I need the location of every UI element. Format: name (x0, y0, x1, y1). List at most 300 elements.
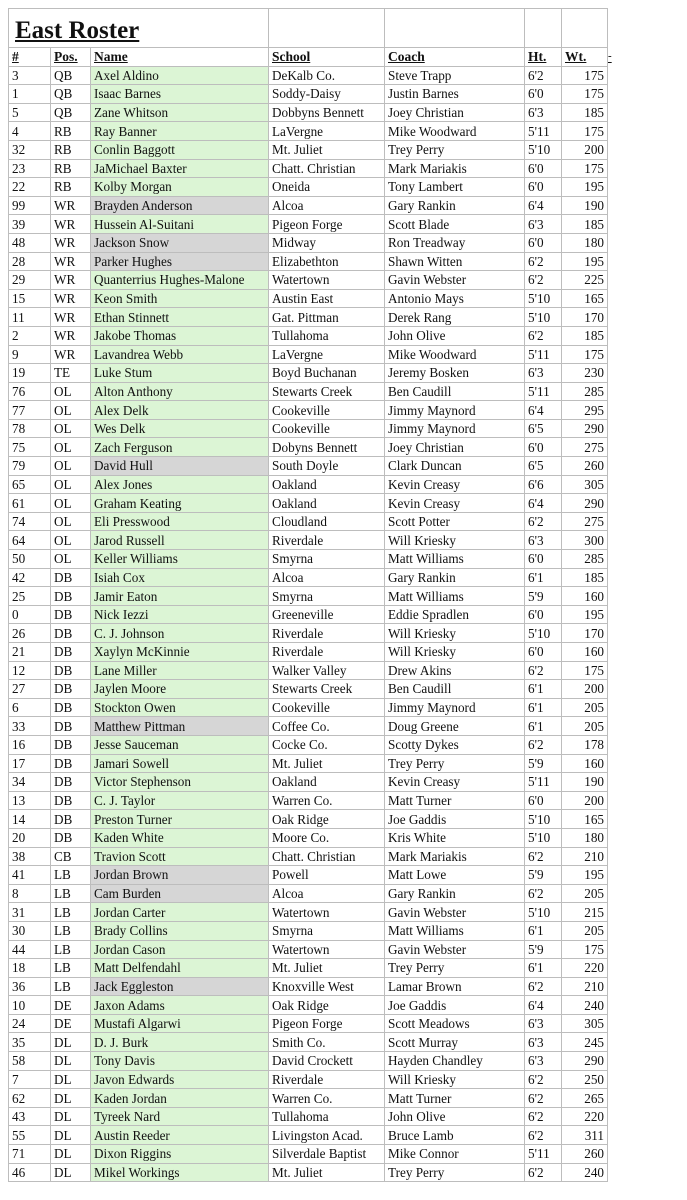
player-weight: 260 (562, 1145, 608, 1164)
player-name: JaMichael Baxter (91, 159, 269, 178)
player-weight: 240 (562, 1163, 608, 1182)
table-row (9, 438, 626, 457)
player-number: 71 (9, 1145, 51, 1164)
player-school: Warren Co. (269, 1089, 385, 1108)
player-name: Matt Delfendahl (91, 959, 269, 978)
player-school: DeKalb Co. (269, 66, 385, 85)
table-row (9, 921, 626, 940)
player-weight: 305 (562, 475, 608, 494)
player-name: Graham Keating (91, 494, 269, 513)
player-coach: Scott Meadows (385, 1014, 525, 1033)
player-coach: Kevin Creasy (385, 773, 525, 792)
player-coach: Eddie Spradlen (385, 605, 525, 624)
player-weight: 290 (562, 1052, 608, 1071)
player-coach: Doug Greene (385, 717, 525, 736)
player-position: OL (51, 382, 91, 401)
player-height: 6'1 (525, 680, 562, 699)
player-school: Smyrna (269, 587, 385, 606)
player-coach: Ben Caudill (385, 680, 525, 699)
player-name: Alton Anthony (91, 382, 269, 401)
table-row (9, 773, 626, 792)
player-number: 76 (9, 382, 51, 401)
player-height: 6'0 (525, 605, 562, 624)
table-row (9, 196, 626, 215)
player-weight: 300 (562, 531, 608, 550)
table-row (9, 550, 626, 569)
player-weight: 180 (562, 233, 608, 252)
player-weight: 230 (562, 364, 608, 383)
player-position: OL (51, 438, 91, 457)
table-row (9, 996, 626, 1015)
player-number: 75 (9, 438, 51, 457)
player-name: Austin Reeder (91, 1126, 269, 1145)
player-name: Victor Stephenson (91, 773, 269, 792)
player-school: Boyd Buchanan (269, 364, 385, 383)
player-position: WR (51, 196, 91, 215)
player-number: 50 (9, 550, 51, 569)
table-row (9, 624, 626, 643)
player-coach: Jimmy Maynord (385, 401, 525, 420)
player-height: 6'2 (525, 326, 562, 345)
player-position: LB (51, 959, 91, 978)
player-name: Jamir Eaton (91, 587, 269, 606)
player-position: DB (51, 754, 91, 773)
player-coach: Joey Christian (385, 103, 525, 122)
player-number: 34 (9, 773, 51, 792)
player-weight: 285 (562, 550, 608, 569)
empty-cell (608, 438, 626, 457)
player-school: LaVergne (269, 122, 385, 141)
player-position: WR (51, 345, 91, 364)
player-coach: Kris White (385, 828, 525, 847)
player-school: Watertown (269, 903, 385, 922)
player-school: Cookeville (269, 698, 385, 717)
player-name: Tyreek Nard (91, 1107, 269, 1126)
player-school: Dobbyns Bennett (269, 103, 385, 122)
player-school: Oak Ridge (269, 810, 385, 829)
empty-cell (608, 475, 626, 494)
player-position: LB (51, 866, 91, 885)
player-position: OL (51, 531, 91, 550)
player-school: Chatt. Christian (269, 847, 385, 866)
player-name: Jaxon Adams (91, 996, 269, 1015)
player-number: 41 (9, 866, 51, 885)
player-number: 20 (9, 828, 51, 847)
empty-cell (608, 345, 626, 364)
player-name: Jordan Carter (91, 903, 269, 922)
player-coach: Scott Potter (385, 512, 525, 531)
player-height: 6'4 (525, 401, 562, 420)
player-school: Powell (269, 866, 385, 885)
table-row (9, 810, 626, 829)
player-weight: 175 (562, 66, 608, 85)
player-coach: Jeremy Bosken (385, 364, 525, 383)
player-school: South Doyle (269, 457, 385, 476)
roster-sheet (8, 8, 626, 1182)
player-coach: Scotty Dykes (385, 735, 525, 754)
player-number: 12 (9, 661, 51, 680)
empty-cell (608, 252, 626, 271)
player-position: DB (51, 680, 91, 699)
player-coach: Gary Rankin (385, 568, 525, 587)
header-name: Name (91, 48, 269, 67)
header-weight: Wt. (562, 48, 608, 67)
player-name: Eli Presswood (91, 512, 269, 531)
player-height: 5'10 (525, 828, 562, 847)
player-name: Keller Williams (91, 550, 269, 569)
player-position: DB (51, 828, 91, 847)
player-name: Jordan Cason (91, 940, 269, 959)
player-name: Jackson Snow (91, 233, 269, 252)
player-height: 6'0 (525, 643, 562, 662)
roster-table (8, 8, 626, 1182)
player-position: RB (51, 178, 91, 197)
player-weight: 210 (562, 847, 608, 866)
player-school: Midway (269, 233, 385, 252)
player-position: WR (51, 308, 91, 327)
player-coach: Scott Blade (385, 215, 525, 234)
player-height: 6'3 (525, 1033, 562, 1052)
player-number: 38 (9, 847, 51, 866)
roster-title: East Roster (15, 17, 140, 44)
player-school: Alcoa (269, 884, 385, 903)
player-school: Warren Co. (269, 791, 385, 810)
player-position: DL (51, 1089, 91, 1108)
player-position: DB (51, 605, 91, 624)
player-weight: 185 (562, 326, 608, 345)
player-school: Watertown (269, 940, 385, 959)
player-height: 6'2 (525, 1107, 562, 1126)
table-row (9, 847, 626, 866)
player-name: Wes Delk (91, 419, 269, 438)
player-coach: Trey Perry (385, 754, 525, 773)
player-school: Oakland (269, 494, 385, 513)
player-name: D. J. Burk (91, 1033, 269, 1052)
player-name: Dixon Riggins (91, 1145, 269, 1164)
player-height: 6'3 (525, 215, 562, 234)
table-row (9, 401, 626, 420)
player-number: 9 (9, 345, 51, 364)
player-number: 27 (9, 680, 51, 699)
player-school: Austin East (269, 289, 385, 308)
player-height: 6'2 (525, 252, 562, 271)
player-position: QB (51, 103, 91, 122)
player-name: Alex Jones (91, 475, 269, 494)
player-name: Luke Stum (91, 364, 269, 383)
table-row (9, 252, 626, 271)
player-position: DL (51, 1145, 91, 1164)
player-name: Tony Davis (91, 1052, 269, 1071)
table-row (9, 903, 626, 922)
player-name: Jack Eggleston (91, 977, 269, 996)
empty-cell (608, 66, 626, 85)
player-weight: 205 (562, 884, 608, 903)
empty-cell (608, 178, 626, 197)
player-coach: Tony Lambert (385, 178, 525, 197)
player-name: Mustafi Algarwi (91, 1014, 269, 1033)
player-weight: 175 (562, 122, 608, 141)
player-coach: Matt Williams (385, 587, 525, 606)
player-weight: 170 (562, 308, 608, 327)
player-number: 26 (9, 624, 51, 643)
player-coach: Will Kriesky (385, 624, 525, 643)
player-height: 6'3 (525, 531, 562, 550)
player-name: David Hull (91, 457, 269, 476)
table-row (9, 884, 626, 903)
player-name: Nick Iezzi (91, 605, 269, 624)
player-position: DE (51, 1014, 91, 1033)
player-weight: 265 (562, 1089, 608, 1108)
player-number: 46 (9, 1163, 51, 1182)
player-weight: 260 (562, 457, 608, 476)
player-weight: 220 (562, 1107, 608, 1126)
player-name: Keon Smith (91, 289, 269, 308)
player-height: 6'1 (525, 921, 562, 940)
player-height: 6'0 (525, 233, 562, 252)
table-row (9, 475, 626, 494)
table-row (9, 959, 626, 978)
player-coach: Kevin Creasy (385, 494, 525, 513)
player-number: 64 (9, 531, 51, 550)
player-position: WR (51, 289, 91, 308)
player-school: Tullahoma (269, 1107, 385, 1126)
player-number: 25 (9, 587, 51, 606)
table-row (9, 531, 626, 550)
player-name: Jamari Sowell (91, 754, 269, 773)
player-height: 6'5 (525, 419, 562, 438)
player-number: 74 (9, 512, 51, 531)
player-weight: 290 (562, 419, 608, 438)
player-number: 6 (9, 698, 51, 717)
player-height: 6'0 (525, 791, 562, 810)
player-number: 55 (9, 1126, 51, 1145)
player-coach: Ron Treadway (385, 233, 525, 252)
table-row (9, 66, 626, 85)
player-coach: Will Kriesky (385, 531, 525, 550)
player-height: 6'1 (525, 698, 562, 717)
player-coach: Mike Woodward (385, 345, 525, 364)
empty-cell (608, 828, 626, 847)
player-position: RB (51, 140, 91, 159)
player-height: 6'2 (525, 977, 562, 996)
player-school: Mt. Juliet (269, 1163, 385, 1182)
player-weight: 250 (562, 1070, 608, 1089)
player-name: Jesse Sauceman (91, 735, 269, 754)
player-coach: Hayden Chandley (385, 1052, 525, 1071)
player-number: 44 (9, 940, 51, 959)
player-weight: 200 (562, 680, 608, 699)
player-name: Zach Ferguson (91, 438, 269, 457)
player-school: Walker Valley (269, 661, 385, 680)
player-school: Elizabethton (269, 252, 385, 271)
player-height: 6'3 (525, 1052, 562, 1071)
player-school: Oakland (269, 773, 385, 792)
table-row (9, 271, 626, 290)
empty-cell (608, 1126, 626, 1145)
player-coach: Kevin Creasy (385, 475, 525, 494)
player-number: 29 (9, 271, 51, 290)
empty-cell (608, 791, 626, 810)
player-height: 6'0 (525, 438, 562, 457)
player-school: Watertown (269, 271, 385, 290)
player-height: 5'10 (525, 289, 562, 308)
player-weight: 240 (562, 996, 608, 1015)
player-name: C. J. Taylor (91, 791, 269, 810)
player-school: LaVergne (269, 345, 385, 364)
player-height: 6'1 (525, 568, 562, 587)
player-position: OL (51, 457, 91, 476)
empty-cell (608, 419, 626, 438)
player-number: 10 (9, 996, 51, 1015)
player-position: OL (51, 475, 91, 494)
table-row (9, 791, 626, 810)
table-row (9, 494, 626, 513)
player-height: 6'0 (525, 85, 562, 104)
player-coach: Mark Mariakis (385, 159, 525, 178)
player-position: DL (51, 1070, 91, 1089)
player-position: WR (51, 271, 91, 290)
empty-cell (608, 289, 626, 308)
player-position: DB (51, 735, 91, 754)
player-school: Cookeville (269, 401, 385, 420)
empty-cell (608, 680, 626, 699)
empty-cell (608, 940, 626, 959)
player-weight: 205 (562, 698, 608, 717)
empty-cell (608, 457, 626, 476)
player-name: Jordan Brown (91, 866, 269, 885)
table-row (9, 1107, 626, 1126)
player-school: Tullahoma (269, 326, 385, 345)
player-school: Mt. Juliet (269, 754, 385, 773)
table-row (9, 364, 626, 383)
player-number: 19 (9, 364, 51, 383)
empty-cell (608, 661, 626, 680)
table-row (9, 977, 626, 996)
player-height: 6'0 (525, 550, 562, 569)
player-number: 77 (9, 401, 51, 420)
player-number: 79 (9, 457, 51, 476)
table-row (9, 233, 626, 252)
player-position: DB (51, 661, 91, 680)
player-number: 8 (9, 884, 51, 903)
player-height: 6'2 (525, 847, 562, 866)
table-row (9, 1089, 626, 1108)
player-position: DE (51, 996, 91, 1015)
player-school: Alcoa (269, 568, 385, 587)
player-height: 6'2 (525, 1089, 562, 1108)
player-coach: Gavin Webster (385, 903, 525, 922)
empty-cell (385, 9, 525, 48)
player-position: DB (51, 568, 91, 587)
player-weight: 245 (562, 1033, 608, 1052)
player-coach: Matt Williams (385, 550, 525, 569)
player-school: Cocke Co. (269, 735, 385, 754)
player-height: 6'2 (525, 271, 562, 290)
player-school: Riverdale (269, 1070, 385, 1089)
player-name: Conlin Baggott (91, 140, 269, 159)
player-number: 2 (9, 326, 51, 345)
player-weight: 205 (562, 921, 608, 940)
player-position: WR (51, 326, 91, 345)
player-height: 6'2 (525, 1163, 562, 1182)
empty-cell (608, 382, 626, 401)
player-weight: 160 (562, 754, 608, 773)
player-coach: Lamar Brown (385, 977, 525, 996)
player-weight: 275 (562, 438, 608, 457)
player-weight: 175 (562, 940, 608, 959)
table-row (9, 215, 626, 234)
player-number: 28 (9, 252, 51, 271)
empty-cell (608, 735, 626, 754)
empty-cell (608, 1033, 626, 1052)
player-number: 36 (9, 977, 51, 996)
player-number: 11 (9, 308, 51, 327)
player-weight: 178 (562, 735, 608, 754)
player-height: 6'6 (525, 475, 562, 494)
empty-cell (608, 271, 626, 290)
player-height: 5'11 (525, 345, 562, 364)
player-number: 22 (9, 178, 51, 197)
empty-cell (608, 196, 626, 215)
table-row (9, 1145, 626, 1164)
player-number: 61 (9, 494, 51, 513)
table-row (9, 140, 626, 159)
player-coach: Matt Williams (385, 921, 525, 940)
table-row (9, 122, 626, 141)
player-weight: 175 (562, 345, 608, 364)
title-row (9, 9, 626, 48)
empty-cell (608, 85, 626, 104)
player-position: WR (51, 252, 91, 271)
player-coach: John Olive (385, 1107, 525, 1126)
player-weight: 220 (562, 959, 608, 978)
player-name: Isiah Cox (91, 568, 269, 587)
player-weight: 160 (562, 643, 608, 662)
table-row (9, 680, 626, 699)
empty-cell (608, 1145, 626, 1164)
player-name: Lane Miller (91, 661, 269, 680)
player-height: 5'11 (525, 1145, 562, 1164)
table-row (9, 754, 626, 773)
player-weight: 195 (562, 178, 608, 197)
player-weight: 275 (562, 512, 608, 531)
empty-cell (608, 587, 626, 606)
player-height: 5'11 (525, 382, 562, 401)
empty-cell (608, 159, 626, 178)
player-weight: 190 (562, 773, 608, 792)
player-coach: Gary Rankin (385, 196, 525, 215)
player-school: Moore Co. (269, 828, 385, 847)
player-number: 35 (9, 1033, 51, 1052)
player-position: OL (51, 419, 91, 438)
empty-cell (608, 773, 626, 792)
table-row (9, 1070, 626, 1089)
player-number: 42 (9, 568, 51, 587)
empty-cell (608, 810, 626, 829)
player-weight: 175 (562, 159, 608, 178)
player-number: 17 (9, 754, 51, 773)
player-position: DB (51, 643, 91, 662)
player-name: Kolby Morgan (91, 178, 269, 197)
player-coach: Joe Gaddis (385, 810, 525, 829)
player-number: 58 (9, 1052, 51, 1071)
player-name: Jaylen Moore (91, 680, 269, 699)
empty-cell (608, 550, 626, 569)
player-school: Oneida (269, 178, 385, 197)
player-position: DB (51, 773, 91, 792)
player-school: Oakland (269, 475, 385, 494)
empty-cell (608, 512, 626, 531)
